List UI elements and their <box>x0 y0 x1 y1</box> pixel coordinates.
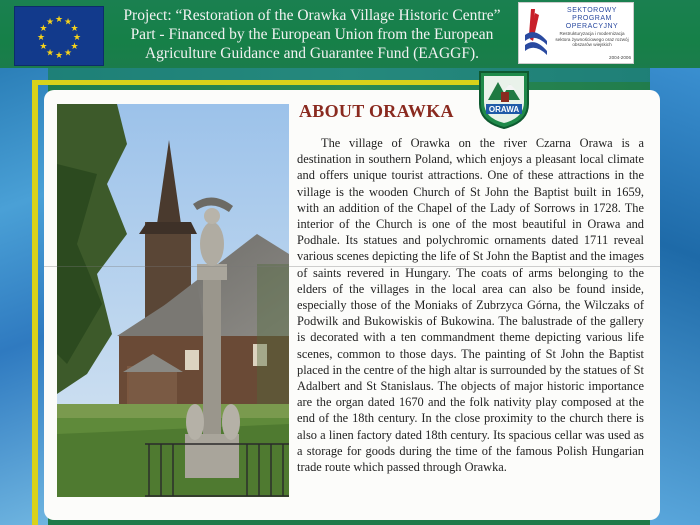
panel-seam <box>44 266 660 267</box>
orawa-badge-icon <box>476 68 532 130</box>
eu-flag-icon <box>14 6 104 66</box>
financing-line-1: Part - Financed by the European Union from the European <box>130 26 494 43</box>
svg-text:★: ★ <box>45 17 55 28</box>
svg-text:★: ★ <box>72 33 82 43</box>
badge-label: ORAWA <box>488 105 520 114</box>
program-logo-title: SEKTOROWY PROGRAM OPERACYJNY <box>565 7 619 30</box>
svg-text:★: ★ <box>54 51 64 61</box>
project-title: Project: “Restoration of the Orawka Village Historic Centre” <box>123 7 501 24</box>
svg-text:★: ★ <box>54 15 64 25</box>
svg-text:★: ★ <box>70 42 79 52</box>
svg-text:★: ★ <box>39 42 48 52</box>
svg-text:★: ★ <box>70 24 79 34</box>
program-logo-years: 2004-2006 <box>609 55 631 60</box>
church-photo <box>57 104 289 497</box>
svg-text:★: ★ <box>63 17 73 28</box>
financing-line-2: Agriculture Guidance and Guarantee Fund (EAGGF). <box>144 45 479 62</box>
svg-text:★: ★ <box>36 33 46 43</box>
background-left-decor <box>0 68 48 525</box>
article-title: ABOUT ORAWKA <box>299 101 454 121</box>
svg-text:★: ★ <box>63 48 73 59</box>
program-flag-icon <box>521 5 549 61</box>
header-band <box>0 0 700 68</box>
yellow-accent-line-top <box>32 80 502 85</box>
svg-text:★: ★ <box>39 24 48 34</box>
program-logo <box>518 2 634 64</box>
svg-text:★: ★ <box>45 48 55 59</box>
yellow-accent-line <box>32 80 38 525</box>
header-text <box>112 6 512 63</box>
article-body: The village of Orawka on the river Czarna Orawa is a destination in southern Poland, which enjoys a pleasant local climate and offers unique tourist attractions. One of these attractions in the village is the wooden Church of St John the Baptist built in 1659, with an addition of the Chapel of the Lady of Sorrows in 1728. The interior of the Church is one of the most beautiful in Orawa and Podhale. Its statues and polychromic ornaments dated 1711 reveal various scenes depicting the life of St John the Baptist and the images of saints revered in Hungary. The coats of arms belonging to the elders of the villages in the local area can also be found inside, especially those of the Moniaks of Zubrzyca Górna, the Wilczaks of Podwilk and Bukowiskis of Bukowina. The balustrade of the gallery is decorated with a ten commandment theme depicting various life scenes, common to those days. The painting of St John the Baptist placed in the centre of the high altar is surrounded by the statues of St Adalbert and St Stanislaus. The objects of major historic importance are the organ dated 1670 and the folk nativity play composed at the end of the 18th century. In the close proximity to the church there is also a linen factory dated 18th century. Its spacious cellar was used as a storage for goods during the time of the famous Polish Hungarian trade route which passed through Orawka. <box>297 136 644 475</box>
program-logo-subtitle: Restrukturyzacja i modernizacja sektora żywnościowego oraz rozwój obszarów wiejskich <box>555 31 629 47</box>
